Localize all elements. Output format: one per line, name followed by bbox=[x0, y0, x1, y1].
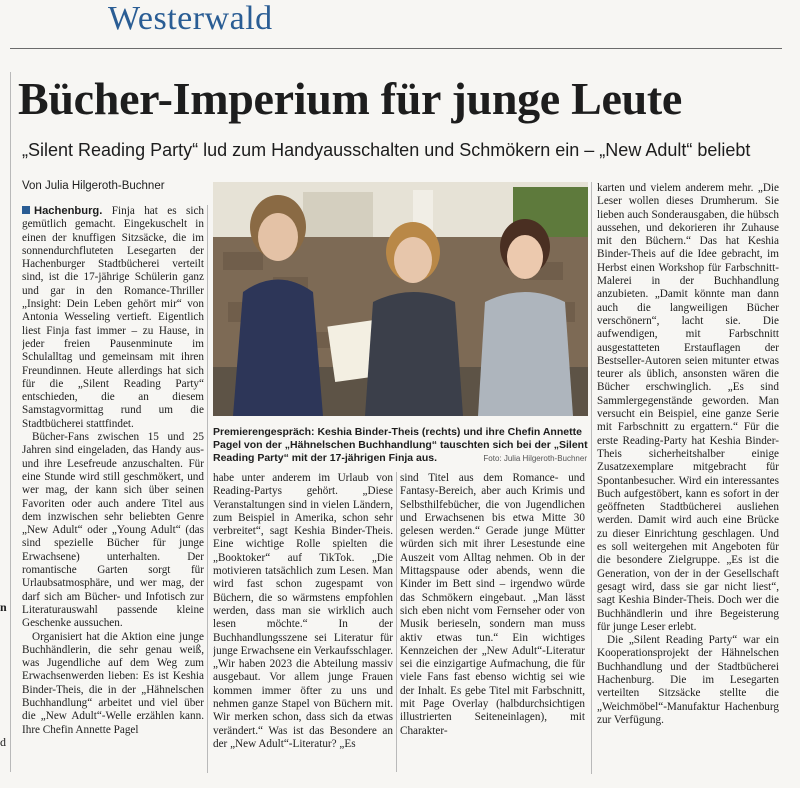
photo-credit: Foto: Julia Hilgeroth-Buchner bbox=[483, 454, 587, 463]
column-rule bbox=[591, 182, 592, 774]
paragraph: karten und vielem anderem mehr. „Die Leser wollen dieses Drumherum. Sie lieben auch Sonderausgaben, die hübsch aussehen, und dekorieren ihr Zuhause mit den Büchern.“ Das hat Keshia Binder-Theis auf die Idee gebracht, im Herbst einen Workshop für Farbschnitt-Malerei in der Buchhandlung anzubieten. „Damit könnte man dann auch die langweiligen Bücher verschönern“, lacht sie. Die aufwendigen, mit Farbschnitt ausgestatteten Erstauflagen der Bestseller-Autoren seien mitunter etwas teurer als üblich, ansonsten wären die Bücher erschwinglich. „Es sind Sammlergegenstände geworden. Man versucht ein Beispiel, eine ganze Serie mit Farbschnitt zu ergattern.“ Für die erste Reading-Party hat Keshia Binder-Theis sicherheitshalber einige Zusatzexemplare mitgebracht für Spontanbesucher. Wird ein interessantes Buch aufgestöbert, kann es sofort in der geöffneten Stadtbücherei ausliehen werden. Damit wird auch eine Brücke zu dieser Einrichtung geschlagen. Und es soll weitergehen mit Angeboten für die besondere Zielgruppe. „Es ist die Generation, von der in der Gesellschaft gesagt wird, dass sie gar nicht liest“, sagt Keshia Binder-Theis. Doch wer die Buchhändlerin und ihre Begeisterung für junge Leser erlebt. bbox=[597, 182, 779, 633]
paragraph: Organisiert hat die Aktion eine junge Buchhändlerin, die sehr genau weiß, was Jugendliche auf dem Weg zum Erwachsenwerden lieben: Es ist Keshia Binder-Theis, die in der „Hähnelschen Buchhandlung“ arbeitet und viel über die „New Adult“-Welle erzählen kann. Ihre Chefin Annette Pagel bbox=[22, 630, 204, 736]
edge-marks bbox=[0, 600, 8, 750]
paragraph: Die „Silent Reading Party“ war ein Kooperationsprojekt der Hähnelschen Buchhandlung und der Stadtbücherei Hachenburg. Die im Lesegarten verteilten Sitzsäcke stellte die „Weichmöbel“-Manufaktur Hachenburg zur Verfügung. bbox=[597, 634, 779, 726]
article-column-3 bbox=[400, 472, 585, 772]
header-rule bbox=[10, 48, 782, 49]
article-column-1 bbox=[22, 205, 204, 773]
article-column-4 bbox=[597, 182, 779, 774]
photo-illustration bbox=[213, 182, 588, 416]
article-photo bbox=[213, 182, 588, 416]
column-rule bbox=[396, 472, 397, 772]
dateline-marker bbox=[22, 206, 30, 214]
paragraph: habe unter anderem im Urlaub von Reading-Partys gehört. „Diese Veranstaltungen sind in vielen Ländern, zum Beispiel in Amerika, schon sehr verbreitet“, sagt Keshia Binder-Theis. Eine wichtige Rolle spielten die „Booktoker“ auf TikTok. „Die motivieren tatsächlich zum Lesen. Man wird fast schon zugespamt von Büchern, die so wärmstens empfohlen werden, dass man sie wirklich auch lesen möchte.“ In der Buchhandlungsszene sei Literatur für junge Erwachsene ein Verkaufsschlager. „Wir haben 2023 die Abteilung massiv ausgebaut. Vor allem junge Frauen kommen immer öfter zu uns und nehmen ganze Stapel von Büchern mit. Wir merken schon, dass sich da etwas verändert.“ Was ist das Besondere an der „New Adult“-Literatur? „Es bbox=[213, 472, 393, 750]
section-title: Westerwald bbox=[108, 0, 273, 37]
edge-mark: n bbox=[0, 600, 7, 614]
paragraph: Bücher-Fans zwischen 15 und 25 Jahren sind eingeladen, das Handy aus- und ihre Lesefreude anzuschalten. Für eine Stunde wird still geschmökert, und wer mag, der kann sich über seinen Favoriten oder auch andere Titel aus dem inzwischen sehr beliebten Genre „New Adult“ oder „Young Adult“ (das sind spezielle Bücher für junge Erwachsene) unterhalten. Der romantische Garten sorgt für Urlaubsatmosphäre, und wer mag, der darf sich am Bücher- und Infotisch zur Literaturauswahl passende kleine Geschenke aussuchen. bbox=[22, 431, 204, 630]
subheadline: „Silent Reading Party“ lud zum Handyausschalten und Schmökern ein – „New Adult“ beliebt bbox=[22, 140, 751, 160]
article-column-2 bbox=[213, 472, 393, 772]
dateline: Hachenburg. bbox=[34, 205, 103, 217]
paragraph-text: Finja hat es sich gemütlich gemacht. Eingekuschelt in einen der knuffigen Sitzsäcke, die im sonnendurchfluteten Lesegarten der Hachenburger Stadtbücherei verteilt sind, ist die 17-jährige Schülerin ganz und gar in den Romance-Thriller „Insight: Dein Leben gehört mir“ von Antonia Wesseling vertieft. Eigentlich liest Finja fast immer – zu Hause, in jeder freien Pausenminute im Schulalltag und gemeinsam mit ihren Freundinnen. Heute allerdings hat sich für die „Silent Reading Party“ entschieden, die an diesem Samstagvormittag rund um die Stadtbücherei stattfindet. bbox=[22, 205, 204, 430]
column-rule bbox=[207, 205, 208, 773]
left-column-rule bbox=[10, 72, 11, 772]
paragraph bbox=[22, 205, 204, 431]
paragraph: sind Titel aus dem Romance- und Fantasy-Bereich, aber auch Krimis und Selbsthilfebücher, die von Jugendlichen und Erwachsenen bis etwa Mitte 30 gelesen werden.“ Gerade junge Mütter würden sich mit ihrer Lesestunde eine Auszeit vom Alltag nehmen. Ob in der Mittagspause oder abends, wenn die Kinder im Bett sind – irgendwo würde das Schmökern eingebaut. „Man lässt sich eben nicht vom Fernseher oder von Musik berieseln, sondern man muss aktiv etwas tun.“ Ein wichtiges Kennzeichen der „New Adult“-Literatur sei die einzigartige Aufmachung, die für viele Fans fast ebenso wichtig sei wie der Inhalt. Es gebe Titel mit Farbschnitt, mit Page Overlay (halbdurchsichtigen illustrierten Seiteneinlagen), mit Charakter- bbox=[400, 472, 585, 737]
edge-mark: d bbox=[0, 735, 6, 749]
headline: Bücher-Imperium für junge Leute bbox=[18, 73, 683, 124]
photo-caption: Premierengespräch: Keshia Binder-Theis (rechts) und ihre Chefin Annette Pagel von der „Hähnelschen Buchhandlung“ tauschten sich bei der „Silent Reading Party“ mit der 17-jährigen Finja aus. bbox=[213, 426, 588, 464]
byline: Von Julia Hilgeroth-Buchner bbox=[22, 180, 165, 192]
